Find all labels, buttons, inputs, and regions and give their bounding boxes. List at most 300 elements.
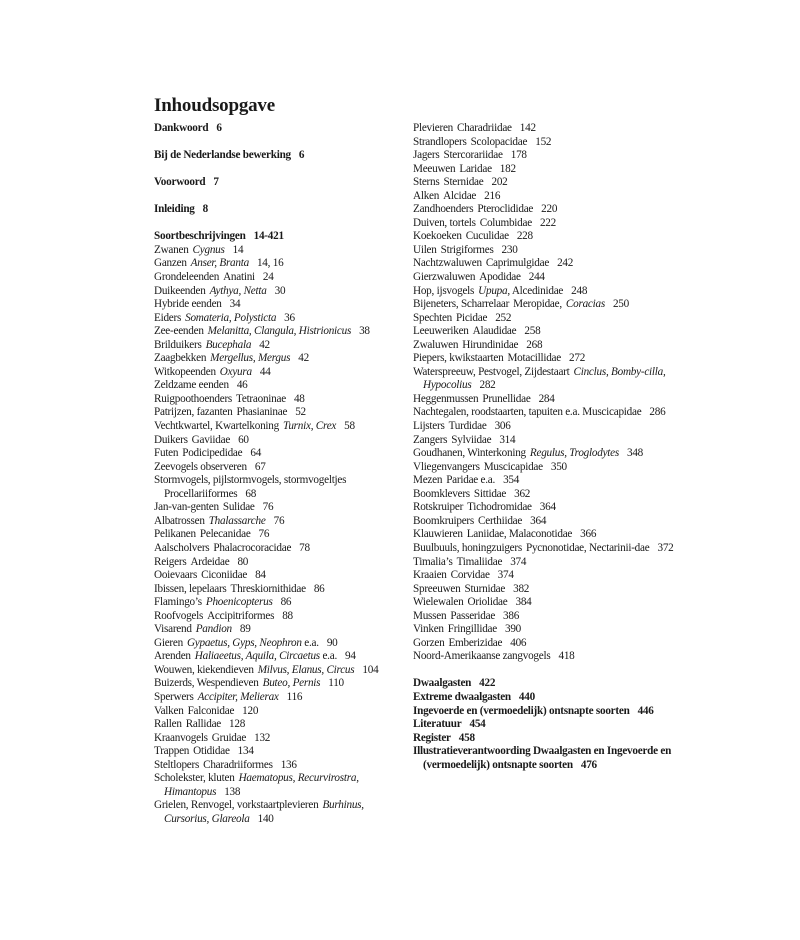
toc-entry <box>413 393 683 407</box>
entry-page-number: 228 <box>516 230 533 243</box>
entry-latin-name: Pandion <box>195 623 232 636</box>
entry-text: Alaudidae <box>472 325 517 338</box>
entry-text: Uilen <box>413 243 437 256</box>
entry-text: Brilduikers <box>154 338 202 351</box>
entry-text: Goudhanen, Winterkoning <box>413 447 526 460</box>
entry-text: Vinken <box>413 623 444 636</box>
entry-text: Visarend <box>154 623 192 636</box>
entry-text: Sternidae <box>443 176 484 189</box>
entry-latin-name: Gypaetus, Gyps, Neophron <box>186 636 302 649</box>
entry-text: Pelikanen <box>154 528 196 541</box>
toc-entry <box>413 569 683 583</box>
entry-page-number: 454 <box>469 718 486 731</box>
toc-entry <box>413 406 683 420</box>
toc-entry <box>413 515 683 529</box>
entry-text: Bij de Nederlandse bewerking <box>154 149 291 162</box>
toc-entry <box>154 420 399 434</box>
entry-text: Patrijzen, fazanten <box>154 406 233 419</box>
toc-entry <box>154 149 399 163</box>
entry-page-number: 89 <box>239 623 251 636</box>
toc-entry <box>413 623 683 637</box>
entry-page-number: 244 <box>528 271 545 284</box>
toc-entry <box>413 149 683 163</box>
entry-text: Grielen, Renvogel, vorkstaartplevieren <box>154 799 319 812</box>
entry-text: Zeevogels observeren <box>154 460 247 473</box>
toc-entry <box>154 596 399 610</box>
toc-entry <box>413 434 683 448</box>
entry-text: Koekoeken <box>413 230 462 243</box>
entry-text: Zwanen <box>154 243 189 256</box>
entry-page-number: 14, 16 <box>256 257 284 270</box>
toc-entry <box>154 244 399 258</box>
entry-page-number: 354 <box>503 474 520 487</box>
entry-page-number: 248 <box>571 284 588 297</box>
toc-entry <box>154 745 399 759</box>
toc-entry <box>154 393 399 407</box>
entry-text: Gieren <box>154 636 183 649</box>
toc-entry <box>413 163 683 177</box>
entry-text: Prunellidae <box>482 392 531 405</box>
entry-latin-name: Somateria, Polysticta <box>185 311 277 324</box>
entry-page-number: 42 <box>259 338 270 351</box>
entry-text: Piepers, kwikstaarten <box>413 352 504 365</box>
toc-entry <box>413 610 683 624</box>
toc-entry <box>413 637 683 651</box>
entry-text: Tetraoninae <box>236 392 286 405</box>
toc-entry <box>154 650 399 664</box>
toc-entry <box>413 556 683 570</box>
entry-text: Voorwoord <box>154 176 206 189</box>
entry-page-number: 406 <box>510 636 527 649</box>
entry-page-number: 6 <box>298 149 305 162</box>
entry-text: Zangers <box>413 433 448 446</box>
entry-page-number: 258 <box>524 325 541 338</box>
entry-page-number: 36 <box>284 311 295 324</box>
toc-entry <box>413 217 683 231</box>
entry-page-number: 440 <box>518 690 535 703</box>
entry-latin-name: Anser, Branta <box>190 257 249 270</box>
entry-text: Ciconiidae <box>201 569 248 582</box>
entry-page-number: 178 <box>510 149 527 162</box>
entry-page-number: 90 <box>326 636 338 649</box>
entry-text: Motacillidae <box>507 352 561 365</box>
entry-text: Boomkruipers <box>413 514 475 527</box>
entry-page-number: 138 <box>224 785 241 798</box>
toc-entry <box>154 447 399 461</box>
entry-text: Laridae <box>459 162 492 175</box>
toc-entry <box>154 528 399 542</box>
entry-text: Pelecanidae <box>199 528 251 541</box>
entry-text: Sterns <box>413 176 440 189</box>
entry-text: Hirundinidae <box>462 338 519 351</box>
entry-text: Valken <box>154 704 184 717</box>
toc-column-left <box>154 122 399 826</box>
toc-entry <box>154 799 399 826</box>
entry-text: Stercorariidae <box>443 149 503 162</box>
entry-page-number: 282 <box>479 379 496 392</box>
entry-page-number: 134 <box>237 745 254 758</box>
entry-page-number: 67 <box>254 460 266 473</box>
entry-page-number: 142 <box>519 122 536 134</box>
toc-entry <box>413 542 683 556</box>
entry-text: Apodidae <box>479 271 521 284</box>
entry-page-number: 446 <box>637 704 654 717</box>
entry-text: Reigers <box>154 555 187 568</box>
entry-text: Mezen <box>413 474 443 487</box>
entry-page-number: 140 <box>257 812 274 825</box>
toc-entry <box>154 474 399 501</box>
entry-latin-name: Cinclus, Bomby-cilla, Hypocolius <box>423 365 666 392</box>
toc-entry <box>154 515 399 529</box>
entry-text: Grondeleenden <box>154 271 220 284</box>
entry-page-number: 374 <box>510 555 527 568</box>
toc-entry <box>154 461 399 475</box>
entry-page-number: 382 <box>513 582 530 595</box>
toc-entry <box>413 528 683 542</box>
toc-entry <box>413 677 683 691</box>
entry-text: Ardeidae <box>190 555 230 568</box>
toc-entry <box>413 596 683 610</box>
entry-page-number: 7 <box>213 176 219 189</box>
toc-entry <box>413 718 683 732</box>
toc-entry <box>413 488 683 502</box>
entry-page-number: 80 <box>237 555 249 568</box>
entry-text: Fringillidae <box>447 623 497 636</box>
toc-entry <box>413 257 683 271</box>
entry-page-number: 364 <box>530 514 547 527</box>
entry-text: Sittidae <box>473 487 507 500</box>
entry-latin-name: Phoenicopterus <box>205 596 273 609</box>
entry-text: Phalacrocoracidae <box>213 541 292 554</box>
entry-text: Pteroclididae <box>477 203 534 216</box>
entry-text: Duikeenden <box>154 284 206 297</box>
entry-latin-name: Accipiter, Melierax <box>197 690 279 703</box>
entry-text: Kraanvogels <box>154 731 208 744</box>
entry-page-number: 60 <box>238 433 249 446</box>
entry-page-number: 314 <box>499 433 516 446</box>
entry-text: Futen <box>154 447 179 460</box>
entry-text: Vechtkwartel, Kwartelkoning <box>154 420 279 433</box>
toc-entry <box>154 257 399 271</box>
entry-text: Spreeuwen <box>413 582 461 595</box>
entry-text: Sylviidae <box>451 433 492 446</box>
entry-page-number: 366 <box>580 528 597 541</box>
entry-text: Charadriiformes <box>203 758 273 771</box>
entry-text: Emberizidae <box>448 636 503 649</box>
entry-page-number: 252 <box>495 311 512 324</box>
entry-text: Roofvogels <box>154 609 204 622</box>
entry-text: Leeuweriken <box>413 325 469 338</box>
entry-text: Alken <box>413 189 440 202</box>
entry-text: Kraaien <box>413 569 447 582</box>
entry-text: Eiders <box>154 311 182 324</box>
entry-page-number: 250 <box>612 298 629 311</box>
toc-entry <box>154 230 399 244</box>
entry-text: Buizerds, Wespendieven <box>154 677 259 690</box>
entry-page-number: 8 <box>202 203 208 216</box>
entry-text: Falconidae <box>187 704 235 717</box>
entry-text: Sulidae <box>222 501 255 514</box>
entry-text: Zeldzame eenden <box>154 379 229 392</box>
entry-page-number: 14 <box>232 243 244 256</box>
entry-text: Duikers <box>154 433 188 446</box>
entry-latin-name: Regulus, Troglodytes <box>529 447 619 460</box>
entry-text: Paridae e.a. <box>446 474 496 487</box>
page-title: Inhoudsopgave <box>154 95 275 116</box>
entry-page-number: 272 <box>569 352 586 365</box>
entry-text: e.a. <box>304 636 319 649</box>
entry-text: Ruigpoothoenders <box>154 392 233 405</box>
toc-entry <box>413 501 683 515</box>
entry-page-number: 242 <box>557 257 574 270</box>
entry-page-number: 84 <box>255 569 266 582</box>
entry-text: Klauwieren <box>413 528 463 541</box>
toc-entry <box>413 285 683 299</box>
entry-text: Certhiidae <box>478 514 523 527</box>
entry-text: Picidae <box>456 311 488 324</box>
toc-entry <box>413 474 683 488</box>
toc-entry <box>154 732 399 746</box>
toc-entry <box>413 691 683 705</box>
entry-page-number: 350 <box>550 460 567 473</box>
toc-entry <box>154 406 399 420</box>
entry-latin-name: Burhinus, Cursorius, Glareola <box>164 799 364 825</box>
toc-entry <box>154 434 399 448</box>
entry-page-number: 52 <box>295 406 306 419</box>
toc-entry <box>413 420 683 434</box>
entry-page-number: 152 <box>535 135 552 148</box>
entry-page-number: 230 <box>501 243 518 256</box>
entry-text: Gruidae <box>211 731 247 744</box>
entry-text: Sturnidae <box>464 582 506 595</box>
toc-column-right <box>413 122 683 772</box>
toc-entry <box>154 691 399 705</box>
entry-text: Soortbeschrijvingen <box>154 230 246 243</box>
entry-text: Albatrossen <box>154 514 205 527</box>
entry-page-number: 222 <box>539 216 556 229</box>
entry-text: Scolopacidae <box>470 135 528 148</box>
entry-text: Scholekster, kluten <box>154 772 235 785</box>
entry-page-number: 216 <box>484 189 501 202</box>
toc-entry <box>154 285 399 299</box>
entry-text: Aalscholvers <box>154 541 210 554</box>
entry-page-number: 284 <box>538 392 555 405</box>
entry-text: Boomklevers <box>413 487 470 500</box>
entry-text: Phasianinae <box>236 406 288 419</box>
entry-text: Otididae <box>193 745 230 758</box>
entry-text: Illustratieverantwoording Dwaalgasten en Ingevoerde en (vermoedelijk) ontsnapte soorten <box>413 745 672 771</box>
toc-entry <box>154 569 399 583</box>
entry-page-number: 46 <box>236 379 248 392</box>
toc-entry <box>413 352 683 366</box>
entry-text: Jagers <box>413 149 440 162</box>
toc-entry <box>413 122 683 136</box>
entry-text: , Alcedinidae <box>507 284 564 297</box>
entry-text: Dankwoord <box>154 122 209 134</box>
entry-page-number: 34 <box>229 298 241 311</box>
entry-page-number: 458 <box>458 731 475 744</box>
entry-page-number: 30 <box>274 284 286 297</box>
entry-page-number: 116 <box>286 690 303 703</box>
entry-latin-name: Mergellus, Mergus <box>210 352 291 365</box>
entry-text: Zandhoenders <box>413 203 474 216</box>
entry-page-number: 24 <box>262 271 274 284</box>
toc-entry <box>154 379 399 393</box>
entry-page-number: 362 <box>514 487 531 500</box>
entry-text: Gierzwaluwen <box>413 271 476 284</box>
entry-text: Waterspreeuw, Pestvogel, Zijdestaart <box>413 365 570 378</box>
entry-text: Duiven, tortels <box>413 216 476 229</box>
entry-latin-name: Buteo, Pernis <box>262 677 321 690</box>
toc-entry <box>154 542 399 556</box>
entry-latin-name: Oxyura <box>219 365 252 378</box>
entry-latin-name: Thalassarche <box>208 514 266 527</box>
entry-text: Vliegenvangers <box>413 460 480 473</box>
entry-text: Oriolidae <box>467 596 508 609</box>
entry-page-number: 78 <box>299 541 310 554</box>
entry-text: Lijsters <box>413 420 445 433</box>
entry-text: Sperwers <box>154 690 194 703</box>
entry-text: Laniidae, Malaconotidae <box>466 528 573 541</box>
entry-text: Strigiformes <box>440 243 494 256</box>
entry-latin-name: Aythya, Netta <box>209 284 267 297</box>
toc-entry <box>154 203 399 217</box>
entry-text: Timaliidae <box>456 555 503 568</box>
entry-page-number: 58 <box>344 420 355 433</box>
entry-text: Columbidae <box>479 216 532 229</box>
entry-text: Bijeneters, Scharrelaar <box>413 298 510 311</box>
entry-text: Meropidae, <box>513 298 562 311</box>
entry-text: Zee-eenden <box>154 325 204 338</box>
entry-text: Heggenmussen <box>413 392 479 405</box>
entry-page-number: 38 <box>359 325 370 338</box>
entry-text: Wielewalen <box>413 596 464 609</box>
entry-page-number: 76 <box>262 501 274 514</box>
entry-latin-name: Melanitta, Clangula, Histrionicus <box>207 325 352 338</box>
toc-entry <box>154 366 399 380</box>
toc-entry <box>154 637 399 651</box>
entry-text: Witkopeenden <box>154 365 216 378</box>
toc-entry <box>413 461 683 475</box>
entry-page-number: 110 <box>328 677 344 690</box>
entry-text: Jan-van-genten <box>154 501 219 514</box>
entry-page-number: 48 <box>293 392 305 405</box>
entry-text: Spechten <box>413 311 453 324</box>
entry-page-number: 422 <box>479 677 496 690</box>
toc-entry <box>413 244 683 258</box>
toc-entry <box>154 759 399 773</box>
entry-page-number: 384 <box>515 596 532 609</box>
toc-entry <box>154 312 399 326</box>
entry-page-number: 14-421 <box>253 230 284 243</box>
toc-entry <box>154 339 399 353</box>
toc-entry <box>413 271 683 285</box>
entry-text: Turdidae <box>448 420 487 433</box>
toc-entry <box>154 325 399 339</box>
entry-text: Rotskruiper <box>413 501 464 514</box>
entry-text: Ganzen <box>154 257 187 270</box>
toc-entry <box>154 583 399 597</box>
entry-text: Cuculidae <box>465 230 509 243</box>
entry-text: Passeridae <box>450 609 496 622</box>
toc-entry <box>413 325 683 339</box>
entry-text: e.a. <box>322 650 337 663</box>
toc-entry <box>413 583 683 597</box>
toc-entry <box>154 705 399 719</box>
entry-text: Arenden <box>154 650 191 663</box>
entry-page-number: 64 <box>250 447 262 460</box>
entry-latin-name: Haliaeetus, Aquila, Circaetus <box>194 650 320 663</box>
entry-page-number: 364 <box>539 501 556 514</box>
toc-entry <box>413 705 683 719</box>
entry-page-number: 42 <box>298 352 309 365</box>
entry-latin-name: Milvus, Elanus, Circus <box>257 663 355 676</box>
entry-text: Stormvogels, pijlstormvogels, stormvogeltjes Procellariiformes <box>154 474 347 500</box>
toc-entry <box>413 745 683 772</box>
entry-text: Register <box>413 731 451 744</box>
entry-page-number: 120 <box>242 704 259 717</box>
entry-page-number: 68 <box>245 487 257 500</box>
entry-text: Hop, ijsvogels <box>413 284 475 297</box>
toc-entry <box>413 366 683 393</box>
entry-text: Dwaalgasten <box>413 677 472 690</box>
entry-page-number: 86 <box>280 596 292 609</box>
entry-page-number: 132 <box>254 731 271 744</box>
entry-text: Corvidae <box>450 569 490 582</box>
entry-text: Anatini <box>223 271 255 284</box>
entry-text: Accipitriformes <box>207 609 275 622</box>
entry-page-number: 86 <box>313 582 325 595</box>
entry-page-number: 202 <box>491 176 508 189</box>
entry-page-number: 306 <box>494 420 511 433</box>
entry-latin-name: Upupa <box>478 284 508 297</box>
entry-text: Mussen <box>413 609 447 622</box>
toc-entry <box>413 312 683 326</box>
toc-entry <box>154 501 399 515</box>
entry-latin-name: Bucephala <box>205 338 252 351</box>
entry-page-number: 372 <box>657 541 674 554</box>
entry-page-number: 76 <box>258 528 270 541</box>
toc-entry <box>413 447 683 461</box>
entry-text: Buulbuuls, honingzuigers <box>413 541 522 554</box>
toc-entry <box>413 230 683 244</box>
entry-page-number: 220 <box>541 203 558 216</box>
entry-page-number: 286 <box>649 406 666 419</box>
entry-text: Nachtegalen, roodstaarten, tapuiten e.a. Muscicapidae <box>413 406 642 419</box>
entry-page-number: 386 <box>503 609 520 622</box>
entry-latin-name: Cygnus <box>192 243 225 256</box>
toc-entry <box>154 271 399 285</box>
entry-text: Gaviidae <box>191 433 231 446</box>
entry-page-number: 348 <box>626 447 643 460</box>
toc-entry <box>154 772 399 799</box>
entry-page-number: 476 <box>580 758 597 771</box>
toc-entry <box>154 176 399 190</box>
entry-text: Extreme dwaalgasten <box>413 690 511 703</box>
entry-page-number: 268 <box>526 338 543 351</box>
toc-entry <box>154 122 399 136</box>
toc-entry <box>154 623 399 637</box>
toc-entry <box>413 203 683 217</box>
toc-entry <box>413 190 683 204</box>
toc-entry <box>154 298 399 312</box>
toc-entry <box>154 556 399 570</box>
entry-page-number: 128 <box>229 718 246 731</box>
entry-text: Meeuwen <box>413 162 456 175</box>
entry-page-number: 182 <box>499 162 516 175</box>
toc-entry <box>413 176 683 190</box>
entry-text: Hybride eenden <box>154 298 222 311</box>
